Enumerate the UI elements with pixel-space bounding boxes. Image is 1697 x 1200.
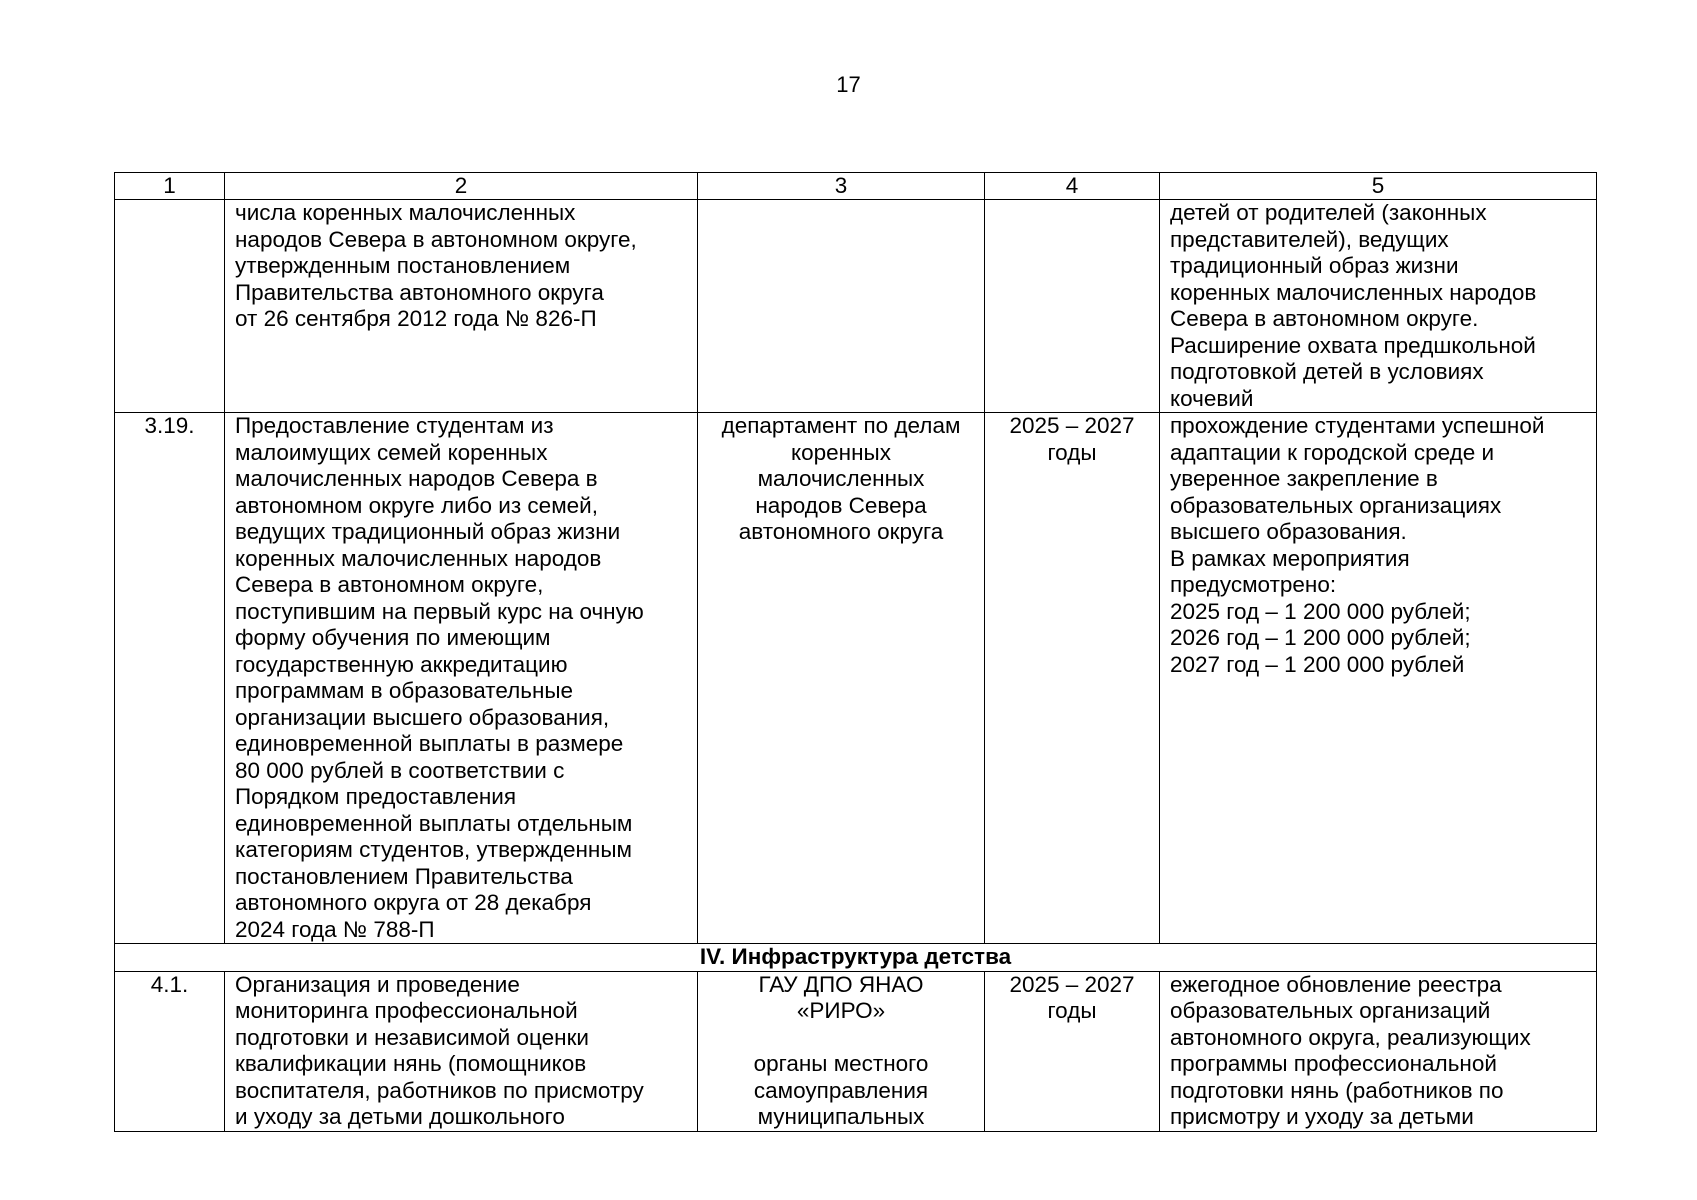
table-row-4-1: [115, 971, 1597, 1131]
cell-number: 4.1.: [115, 971, 225, 1131]
column-number-2: 2: [225, 173, 698, 200]
cell-number: [115, 200, 225, 413]
section-title: IV. Инфраструктура детства: [115, 944, 1597, 972]
table-header-row: [115, 173, 1597, 200]
cell-responsible: [698, 200, 985, 413]
cell-number: 3.19.: [115, 413, 225, 944]
column-number-5: 5: [1160, 173, 1597, 200]
table-row-continuation: [115, 200, 1597, 413]
cell-measure-text: числа коренных малочисленных народов Севера в автономном округе, утвержденным постановлением Правительства автономного округа от 26 сентября 2012 года № 826-П: [225, 200, 698, 413]
column-number-4: 4: [985, 173, 1160, 200]
cell-measure-text: Организация и проведение мониторинга профессиональной подготовки и независимой оценки квалификации нянь (помощников воспитателя, работников по присмотру и уходу за детьми дошкольного: [225, 971, 698, 1131]
section-row-iv: [115, 944, 1597, 972]
column-number-3: 3: [698, 173, 985, 200]
cell-measure-text: Предоставление студентам из малоимущих семей коренных малочисленных народов Севера в автономном округе либо из семей, ведущих традиционный образ жизни коренных малочисленных народов Севера в автономном округе, поступившим на первый курс на очную форму обучения по имеющим государственную аккредитацию программам в образовательные организации высшего образования, единовременной выплаты в размере 80 000 рублей в соответствии с Порядком предоставления единовременной выплаты отдельным категориям студентов, утвержденным постановлением Правительства автономного округа от 28 декабря 2024 года № 788-П: [225, 413, 698, 944]
column-number-1: 1: [115, 173, 225, 200]
cell-result: детей от родителей (законных представителей), ведущих традиционный образ жизни коренных малочисленных народов Севера в автономном округе. Расширение охвата предшкольной подготовкой детей в условиях кочевий: [1160, 200, 1597, 413]
cell-result: ежегодное обновление реестра образовательных организаций автономного округа, реализующих программы профессиональной подготовки нянь (работников по присмотру и уходу за детьми: [1160, 971, 1597, 1131]
table-row-3-19: [115, 413, 1597, 944]
cell-period: [985, 200, 1160, 413]
cell-responsible: ГАУ ДПО ЯНАО «РИРО» органы местного самоуправления муниципальных: [698, 971, 985, 1131]
cell-responsible: департамент по делам коренных малочисленных народов Севера автономного округа: [698, 413, 985, 944]
cell-period: 2025 – 2027 годы: [985, 413, 1160, 944]
page-number: 17: [836, 72, 861, 97]
cell-period: 2025 – 2027 годы: [985, 971, 1160, 1131]
cell-result: прохождение студентами успешной адаптации к городской среде и уверенное закрепление в образовательных организациях высшего образования. В рамках мероприятия предусмотрено: 2025 год – 1 200 000 рублей; 2026 год – 1 200 000 рублей; 2027 год – 1 200 000 рублей: [1160, 413, 1597, 944]
measures-table: [114, 172, 1597, 1132]
